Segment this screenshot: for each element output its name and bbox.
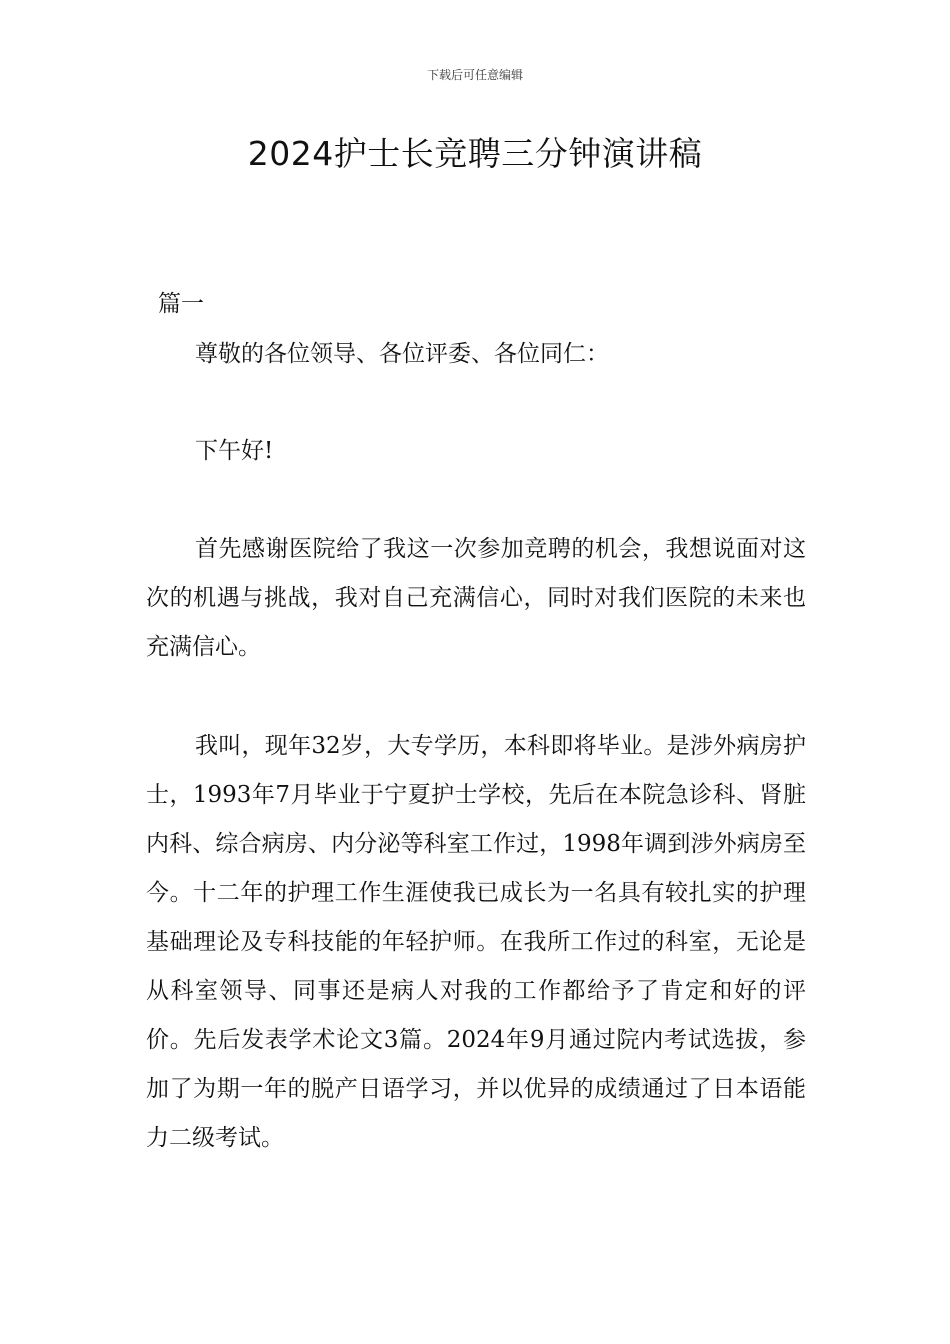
greeting-paragraph: 下午好! [195,438,274,464]
document-title: 2024护士长竞聘三分钟演讲稿 [247,134,703,173]
salutation-paragraph: 尊敬的各位领导、各位评委、各位同仁： [195,341,609,367]
self-introduction-paragraph: 我叫，现年32岁，大专学历，本科即将毕业。是涉外病房护士，1993年7月毕业于宁夏护士学校，先后在本院急诊科、肾脏内科、综合病房、内分泌等科室工作过，1998年调到涉外病房至今。十二年的护理工作生涯使我已成长为一名具有较扎实的护理基础理论及专科技能的年轻护师。在我所工作过的科室，无论是从科室领导、同事还是病人对我的工作都给予了肯定和好的评价。先后发表学术论文3篇。2024年9月通过院内考试选拔，参加了为期一年的脱产日语学习，并以优异的成绩通过了日本语能力二级考试。 [146,733,806,1151]
section-label: 篇一 [158,291,204,317]
header-note: 下载后可任意编辑 [426,68,523,82]
thanks-paragraph: 首先感谢医院给了我这一次参加竞聘的机会，我想说面对这次的机遇与挑战，我对自己充满信心，同时对我们医院的未来也充满信心。 [146,536,806,660]
